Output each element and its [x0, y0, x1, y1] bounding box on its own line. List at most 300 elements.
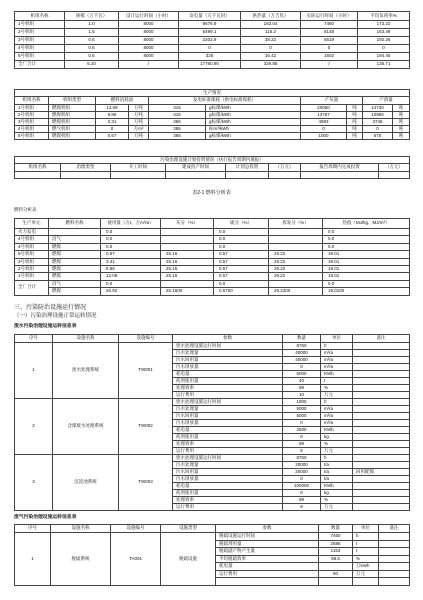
wastewater-table-head: [15, 335, 410, 343]
fuel-table-cell: 19.0100: [323, 288, 410, 295]
fuel-table-cell: 25.16: [161, 265, 214, 272]
production-table-cell: g标煤/kWh: [206, 119, 301, 126]
wastewater-table-param-unit: 万元: [321, 504, 353, 511]
wastewater-table-param-name: 污水处理量: [173, 462, 283, 469]
wastewater-table-param-note: [353, 448, 410, 455]
wastewater-table-column-header: 单位: [321, 335, 353, 343]
fuel-table-total-label: 全厂合计: [15, 280, 49, 295]
investment-table-title: 污染治理设施计划投资情况（执行报告周期内填报）: [15, 157, 410, 164]
unit-table-cell: /: [119, 61, 179, 69]
fuel-table-cell: 25.16: [161, 251, 214, 258]
wastewater-table-param-qty: 2500: [283, 427, 321, 434]
wastewater-table-param-name: 耗电量: [173, 427, 283, 434]
unit-table-cell: 0.6: [65, 45, 119, 53]
wastewater-table-param-qty: 20000: [283, 469, 321, 476]
unit-table-cell: 3号机组: [15, 37, 65, 45]
wastewater-table-param-name: 运行费用: [173, 392, 283, 399]
wastewater-table-param-qty: 40: [283, 378, 321, 385]
exhaust-table-param-note: [379, 548, 410, 556]
fuel-table-cell: 火力发电: [15, 229, 49, 236]
unit-table-cell: 1.0: [65, 21, 119, 29]
fuel-table-cell: 1号机组: [15, 273, 49, 280]
exhaust-table-column-header: 设施编号: [111, 525, 161, 533]
investment-table-cell: [226, 172, 269, 179]
exhaust-table-row: [15, 533, 410, 541]
unit-table-row: [15, 37, 410, 45]
production-table-cell: g标煤/kWh: [206, 105, 301, 112]
unit-summary-table-body: [15, 21, 410, 69]
investment-table-cell: [166, 172, 226, 179]
wastewater-table-param-name: 处理效率: [173, 385, 283, 392]
fuel-table-cell: 29.2200: [269, 288, 323, 295]
unit-table-cell: 325: [179, 53, 241, 61]
production-table-row: [15, 126, 410, 133]
unit-table-cell: 135.71: [358, 61, 410, 69]
production-table-head: [15, 90, 410, 105]
fuel-table-cell: 19.01: [323, 273, 410, 280]
fuel-table-body: [15, 229, 410, 296]
production-table-header-row: [15, 97, 410, 105]
unit-table-cell: 0: [301, 45, 358, 53]
exhaust-table-header-row: [15, 525, 410, 533]
wastewater-table-param-name: 污水回用量: [173, 413, 283, 420]
fuel-table-cell: 0.0: [101, 280, 161, 287]
exhaust-table-facility-type: 脱硫设施: [161, 533, 216, 586]
exhaust-table-param-unit: t: [353, 548, 379, 556]
production-table-cell: 标m³/kWh: [206, 126, 301, 133]
unit-table-cell: 4号机组: [15, 45, 65, 53]
wastewater-table-param-qty: 0: [283, 476, 321, 483]
fuel-table-row: [15, 258, 410, 265]
exhaust-table-param-name: 平均脱硫效率: [216, 555, 319, 563]
wastewater-table-param-note: [353, 399, 410, 406]
production-table-cell: 吨: [393, 133, 410, 140]
wastewater-table-row: [15, 343, 410, 350]
wastewater-table-facility-name: 含煤废水处理系统: [53, 399, 119, 455]
production-table-cell: 315: [149, 112, 206, 119]
production-table-cell: 燃煤机组: [49, 119, 96, 126]
wastewater-table-param-qty: 99: [283, 441, 321, 448]
unit-table-row: [15, 45, 410, 53]
fuel-table-column-header: 挥发分（%）: [269, 219, 323, 229]
unit-table-cell: 5号机组: [15, 53, 65, 61]
exhaust-table-param-qty: [319, 563, 353, 571]
exhaust-table-title: 废气污染治理设施运转信息表: [14, 515, 77, 520]
production-table-cell: 1000: [301, 133, 347, 140]
production-table-cell: g标煤/kWh: [206, 133, 301, 140]
fuel-table-cell: 2号机组: [15, 265, 49, 272]
unit-table-cell: 17760.90: [179, 61, 241, 69]
exhaust-table-param-qty: 7460: [319, 533, 353, 541]
unit-table-cell: 8000: [119, 45, 179, 53]
exhaust-table-head: [15, 525, 410, 533]
production-table-row: [15, 105, 410, 112]
wastewater-table-param-note: [353, 385, 410, 392]
investment-table-cell: [269, 172, 301, 179]
production-table-cell: 13767: [301, 112, 347, 119]
fuel-table-row: [15, 273, 410, 280]
production-table-column-header: 燃料消耗量: [96, 97, 149, 105]
production-table-cell: 670: [363, 133, 393, 140]
unit-table-cell: 5619: [301, 37, 358, 45]
exhaust-table-param-name: 耗电量: [216, 563, 319, 571]
wastewater-table-column-header: 参数: [173, 335, 283, 343]
unit-table-cell: 163.04: [241, 21, 301, 29]
wastewater-table-row: [15, 455, 410, 462]
investment-table-head: [15, 157, 410, 172]
production-table-column-header: 机组名称: [15, 97, 49, 105]
exhaust-table-param-note: [379, 540, 410, 548]
unit-table-column-header: 机组名称: [15, 12, 65, 21]
wastewater-table-param-unit: h: [321, 343, 353, 350]
fuel-table-cell: 燃煤: [49, 251, 101, 258]
wastewater-table-column-header: 设施名称: [53, 335, 119, 343]
production-table: [14, 89, 410, 140]
production-table-cell: 吨: [393, 119, 410, 126]
unit-table-cell: 8000: [119, 37, 179, 45]
wastewater-table-param-name: 污水处理量: [173, 406, 283, 413]
production-table-cell: 0.67: [96, 133, 129, 140]
wastewater-table-param-qty: 5000: [283, 406, 321, 413]
production-table-cell: 吨: [347, 133, 363, 140]
investment-table-column-header: 开工时间: [111, 164, 166, 172]
fuel-table-cell: [269, 236, 323, 243]
wastewater-table-facility-code: TW003: [119, 455, 173, 511]
unit-table-cell: 0.6: [65, 37, 119, 45]
fuel-table-cell: [161, 236, 214, 243]
investment-table-column-header: 治理类型: [61, 164, 111, 172]
exhaust-table-param-name: 脱硫剂用量: [216, 540, 319, 548]
wastewater-table-param-note: [353, 504, 410, 511]
fuel-table-cell: 0.5700: [214, 288, 269, 295]
exhaust-table-facility-code: TA001: [111, 533, 161, 586]
production-table-body: [15, 105, 410, 140]
fuel-table-cell: 0.0: [323, 236, 410, 243]
exhaust-table-param-name: 脱硫设施运行时间: [216, 533, 319, 541]
wastewater-table-param-unit: h: [321, 455, 353, 462]
production-table-cell: 365: [149, 133, 206, 140]
production-table-title-row: [15, 90, 410, 97]
production-table-cell: 吨: [393, 112, 410, 119]
exhaust-table-column-header: 备注: [379, 525, 410, 533]
exhaust-table-param-unit: 万kWh: [353, 563, 379, 571]
fuel-table-cell: 13.08: [101, 273, 161, 280]
production-table-cell: 3号机组: [15, 119, 49, 126]
fuel-table-cell: 0.0: [214, 236, 269, 243]
fuel-table-cell: 燃煤: [49, 265, 101, 272]
production-table-cell: 365: [149, 126, 206, 133]
production-table-cell: 燃煤机组: [49, 105, 96, 112]
fuel-table-cell: 4号机组: [15, 236, 49, 243]
wastewater-table-param-note: [353, 434, 410, 441]
wastewater-table-param-name: 污水回用量: [173, 357, 283, 364]
wastewater-table-param-qty: 5: [283, 448, 321, 455]
investment-table-column-header: 建成投产时间: [166, 164, 226, 172]
fuel-table-cell: 0.0: [101, 243, 161, 250]
fuel-table-cell: 燃煤: [49, 288, 101, 295]
wastewater-table-row: [15, 399, 410, 406]
wastewater-table-param-qty: 0: [283, 420, 321, 427]
unit-table-row: [15, 29, 410, 37]
unit-table-cell: 6148: [301, 29, 358, 37]
investment-table-column-header: 报告周期内完成投资: [301, 164, 379, 172]
fuel-table-cell: 0.0: [323, 280, 410, 287]
exhaust-table-param-unit: %: [353, 555, 379, 563]
production-block: [14, 89, 409, 140]
wastewater-table-param-unit: h: [321, 399, 353, 406]
fuel-table-total-row: [15, 288, 410, 295]
exhaust-table-param-name: 脱硫副产物产生量: [216, 548, 319, 556]
production-table-column-header: 发电标准煤耗（供电标准煤耗）: [149, 97, 301, 105]
fuel-table-cell: 0.67: [101, 251, 161, 258]
production-table-cell: 5号机组: [15, 133, 49, 140]
wastewater-table-param-qty: 5000: [283, 371, 321, 378]
fuel-analysis-table: [14, 218, 410, 296]
fuel-table-cell: 燃煤: [49, 273, 101, 280]
production-table-cell: 4号机组: [15, 126, 49, 133]
fuel-table-cell: 0.0: [101, 236, 161, 243]
unit-summary-block: [14, 11, 409, 69]
wastewater-table-title: 废水污染治理设施运转信息表: [14, 324, 77, 329]
fuel-table-column-header: 燃料名称: [49, 219, 101, 229]
unit-table-cell: 7460: [301, 21, 358, 29]
fuel-table-row: [15, 236, 410, 243]
exhaust-table-param-qty: [319, 578, 353, 586]
exhaust-table-column-header: 设施类型: [161, 525, 216, 533]
production-table-cell: 0: [96, 126, 129, 133]
fuel-table-cell: 0.0: [323, 229, 410, 236]
wastewater-table-param-note: [353, 476, 410, 483]
exhaust-table-param-note: [379, 563, 410, 571]
wastewater-table-param-name: 污水处理量: [173, 350, 283, 357]
fuel-block: [14, 218, 409, 296]
unit-table-cell: 5.10: [65, 61, 119, 69]
exhaust-table-param-note: [379, 578, 410, 586]
unit-table-column-header: 规模（万千瓦）: [65, 12, 119, 21]
exhaust-table-param-note: [379, 570, 410, 578]
production-table-cell: 万吨: [129, 105, 149, 112]
unit-table-cell: 0: [358, 45, 410, 53]
production-table-cell: g标煤/kWh: [206, 112, 301, 119]
production-table-cell: 1号机组: [15, 105, 49, 112]
fuel-table-cell: 0.57: [214, 273, 269, 280]
investment-table-column-header: 计划总投资: [226, 164, 269, 172]
unit-table-cell: 0.6: [65, 53, 119, 61]
exhaust-table-param-unit: 万元: [353, 570, 379, 578]
wastewater-table-param-qty: 99: [283, 385, 321, 392]
fuel-table-cell: 25.16: [161, 273, 214, 280]
fuel-table-cell: 0.0: [101, 229, 161, 236]
unit-table-cell: 1602: [301, 53, 358, 61]
exhaust-table-column-header: 数量: [319, 525, 353, 533]
production-table-cell: 4993: [301, 119, 347, 126]
production-table-row: [15, 112, 410, 119]
unit-table-header-row: [15, 12, 410, 21]
investment-table-cell: [15, 172, 61, 179]
unit-table-cell: /: [301, 61, 358, 69]
exhaust-table-param-qty: 98.5: [319, 555, 353, 563]
wastewater-table-param-note: [353, 490, 410, 497]
wastewater-table-facility-name: 沉淀池系统: [53, 455, 119, 511]
fuel-table-head: [15, 219, 410, 229]
wastewater-table-param-unit: KWh: [321, 427, 353, 434]
production-table-column-header: 机组类型: [49, 97, 96, 105]
fuel-table-cell: 0.0: [323, 243, 410, 250]
fuel-table-cell: [161, 229, 214, 236]
investment-table-cell: [379, 172, 410, 179]
unit-table-cell: 173.22: [358, 21, 410, 29]
fuel-table-cell: 29.22: [269, 265, 323, 272]
exhaust-table-column-header: 单位: [353, 525, 379, 533]
unit-table-row: [15, 53, 410, 61]
unit-table-row: [15, 61, 410, 69]
wastewater-table-param-qty: 40000: [283, 350, 321, 357]
wastewater-table-param-note: [353, 371, 410, 378]
wastewater-table-param-qty: 0: [283, 364, 321, 371]
wastewater-table-param-unit: t: [321, 378, 353, 385]
production-table-cell: 万吨: [129, 119, 149, 126]
wastewater-table-param-unit: %: [321, 441, 353, 448]
investment-table-column-header: 机组名称: [15, 164, 61, 172]
wastewater-table-param-unit: m³/a: [321, 364, 353, 371]
fuel-table-cell: 29.22: [269, 258, 323, 265]
wastewater-table-serial-number: 1: [15, 343, 53, 399]
fuel-table-caption: 表2-1 燃料分析表: [192, 190, 231, 196]
fuel-table-row: [15, 229, 410, 236]
unit-table-cell: 全厂合计: [15, 61, 65, 69]
production-table-cell: 3748: [363, 119, 393, 126]
wastewater-table-param-name: 废水处理设施运行时间: [173, 343, 283, 350]
wastewater-table-param-note: [353, 413, 410, 420]
section-title: 三、污染防治设施运行情况: [14, 305, 87, 311]
production-table-title: 生产情况: [15, 90, 410, 97]
wastewater-table-param-name: 药剂使用量: [173, 378, 283, 385]
exhaust-table-column-header: 序号: [15, 525, 51, 533]
wastewater-facility-table: [14, 334, 410, 511]
wastewater-table-param-note: [353, 406, 410, 413]
fuel-table-cell: 0.57: [214, 265, 269, 272]
wastewater-table-param-name: 运行费用: [173, 448, 283, 455]
production-table-cell: 10965: [363, 112, 393, 119]
unit-table-cell: 194.45: [358, 53, 410, 61]
fuel-table-cell: 0.57: [214, 251, 269, 258]
production-table-row: [15, 119, 410, 126]
exhaust-table-param-unit: t: [353, 540, 379, 548]
unit-table-cell: 1.5: [65, 29, 119, 37]
wastewater-table-param-unit: m³/a: [321, 420, 353, 427]
unit-table-column-header: 实际运行时间（小时）: [301, 12, 358, 21]
wastewater-table-param-unit: t/a: [321, 469, 353, 476]
fuel-table-cell: 4号机组: [15, 243, 49, 250]
unit-table-cell: 1号机组: [15, 21, 65, 29]
investment-table-cell: [301, 172, 379, 179]
wastewater-table-param-qty: 8760: [283, 343, 321, 350]
wastewater-table-facility-code: TW002: [119, 399, 173, 455]
unit-summary-table: [14, 11, 410, 69]
production-table-cell: 万m³: [129, 126, 149, 133]
unit-table-column-header: 设计运行时间（小时）: [119, 12, 179, 21]
fuel-table-cell: 19.01: [323, 258, 410, 265]
unit-table-cell: 8000: [119, 21, 179, 29]
fuel-table-cell: 0.57: [214, 258, 269, 265]
wastewater-table-facility-code: TW001: [119, 343, 173, 399]
investment-table-title-row: [15, 157, 410, 164]
investment-table-header-row: [15, 164, 410, 172]
unit-table-column-header: 发电量（万千瓦时）: [179, 12, 241, 21]
investment-table-row: [15, 172, 410, 179]
production-table-cell: 吨: [347, 119, 363, 126]
production-table-column-header: 产渣量: [363, 97, 410, 105]
wastewater-table-param-unit: m³/a: [321, 350, 353, 357]
production-table-cell: 3.31: [96, 119, 129, 126]
wastewater-table-param-name: 废水处理设施运行时间: [173, 399, 283, 406]
exhaust-table-column-header: 设施名称: [51, 525, 111, 533]
fuel-table-row: [15, 265, 410, 272]
unit-table-column-header: 平均负荷率%: [358, 12, 410, 21]
production-table-cell: 燃气机组: [49, 126, 96, 133]
wastewater-table-param-qty: 5000: [283, 413, 321, 420]
wastewater-table-param-note: [353, 427, 410, 434]
wastewater-table-param-note: [353, 350, 410, 357]
wastewater-table-param-note: [353, 378, 410, 385]
wastewater-table-param-unit: kg: [321, 490, 353, 497]
fuel-table-cell: [269, 229, 323, 236]
fuel-table-cell: 5号机组: [15, 251, 49, 258]
exhaust-table-param-name: [216, 578, 319, 586]
fuel-table-cell: 0.0: [214, 229, 269, 236]
fuel-table-cell: 3.31: [101, 258, 161, 265]
production-table-cell: 13.08: [96, 105, 129, 112]
wastewater-table-param-qty: 10: [283, 392, 321, 399]
production-table-cell: 吨: [393, 105, 410, 112]
unit-table-cell: 9676.9: [179, 21, 241, 29]
wastewater-table-param-note: [353, 343, 410, 350]
wastewater-table-param-note: [353, 483, 410, 490]
fuel-table-cell: 燃煤: [49, 243, 101, 250]
unit-table-cell: 0: [179, 45, 241, 53]
fuel-table-cell: 19.01: [323, 265, 410, 272]
production-table-cell: 2号机组: [15, 112, 49, 119]
production-table-column-header: 产灰量: [301, 97, 363, 105]
wastewater-table-param-name: 耗电量: [173, 371, 283, 378]
production-table-cell: 8.86: [96, 112, 129, 119]
unit-table-cell: 2202.9: [179, 37, 241, 45]
wastewater-table-param-unit: kg: [321, 434, 353, 441]
wastewater-table-param-unit: t/a: [321, 476, 353, 483]
wastewater-block: [14, 334, 409, 511]
fuel-table-cell: 0.0: [214, 243, 269, 250]
production-table-cell: 吨: [347, 126, 363, 133]
wastewater-table-param-note: [353, 357, 410, 364]
production-table-cell: 0: [301, 126, 347, 133]
wastewater-table-param-note: [353, 364, 410, 371]
unit-table-cell: 8000: [119, 29, 179, 37]
fuel-table-total-row: [15, 280, 410, 287]
fuel-table-cell: [269, 243, 323, 250]
fuel-table-row: [15, 251, 410, 258]
fuel-table-cell: [49, 229, 101, 236]
unit-table-cell: 329.88: [241, 61, 301, 69]
investment-table-cell: [111, 172, 166, 179]
investment-table: [14, 156, 410, 179]
fuel-table-cell: 19.01: [323, 251, 410, 258]
wastewater-table-column-header: 序号: [15, 335, 53, 343]
production-table-cell: 315: [149, 105, 206, 112]
unit-table-cell: 38.22: [241, 37, 301, 45]
wastewater-table-param-unit: 万元: [321, 448, 353, 455]
wastewater-table-param-qty: 0: [283, 434, 321, 441]
wastewater-table-param-unit: %: [321, 385, 353, 392]
